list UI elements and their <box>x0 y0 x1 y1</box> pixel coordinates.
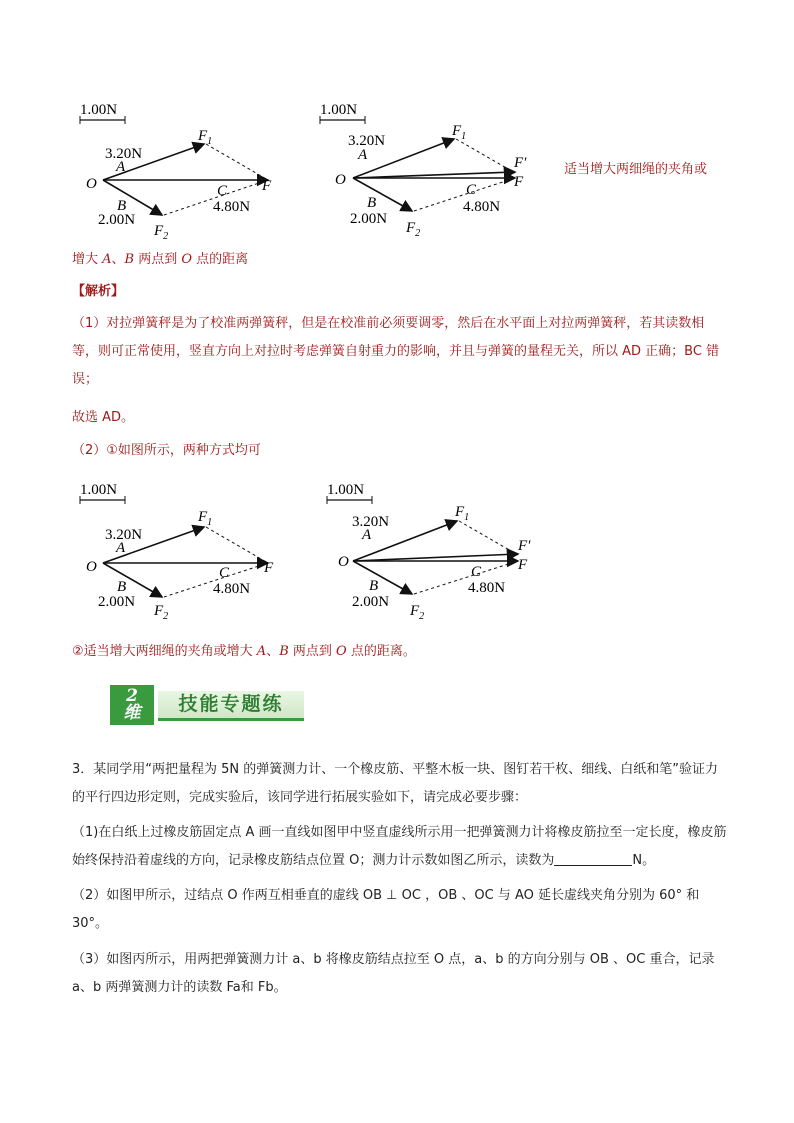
f2-vector <box>353 178 412 211</box>
label-o: O <box>86 176 97 192</box>
label-200: 2.00N <box>98 594 136 610</box>
label-f1: $F_1$ <box>452 123 467 142</box>
question-intro: 3．某同学用“两把量程为 5N 的弹簧测力计、一个橡皮筋、平整木板一块、图钉若干枚、细线、白纸和笔”验证力的平行四边形定则，完成实验后，该同学进行拓展实验如下，请完成必要步骤： <box>72 762 719 805</box>
analysis-paragraph-1: （1）对拉弹簧秤是为了校准两弹簧秤，但是在校准前必须要调零，然后在水平面上对拉两弹簧秤，若其读数相等，则可正常使用，竖直方向上对拉时考虑弹簧自射重力的影响，并且与弹簧的量程无关，所以 AD 正确；BC 错误； <box>72 316 720 387</box>
analysis-paragraph-3: （2）①如图所示，两种方式均可 <box>72 443 261 458</box>
answer-line: 增大 A、B 两点到 O 点的距离 <box>72 252 249 267</box>
label-f1: $F_1$ <box>455 504 470 523</box>
label-f1: $F_1$ <box>198 509 213 528</box>
label-b: B <box>369 578 379 594</box>
section-title: 技能专题练 <box>158 691 304 721</box>
label-f: F <box>262 178 272 194</box>
answer-side-text: 适当增大两细绳的夹角或 <box>564 162 708 177</box>
label-320: 3.20N <box>105 146 143 162</box>
f2-vector <box>353 561 412 594</box>
f-prime-vector <box>353 172 515 178</box>
label-f: F <box>514 174 524 190</box>
analysis-paragraph-4: ②适当增大两细绳的夹角或增大 A、B 两点到 O 点的距离。 <box>72 644 416 659</box>
label-480: 4.80N <box>463 199 501 215</box>
question-step-3: （3）如图丙所示，用两把弹簧测力计 a、b 将橡皮筋结点拉至 O 点，a、b 的方向分别与 OB 、OC 重合，记录 a、b 两弹簧测力计的读数 Fa和 Fb。 <box>72 952 715 995</box>
f-prime-vector <box>353 554 518 561</box>
scale-label: 1.00N <box>320 102 358 118</box>
label-c: C <box>217 183 228 199</box>
label-200: 2.00N <box>352 594 390 610</box>
f2-vector <box>103 563 162 597</box>
label-200: 2.00N <box>98 212 136 228</box>
dashed-f1-f <box>206 527 268 563</box>
label-a: A <box>358 147 368 163</box>
label-a: A <box>116 540 126 556</box>
label-f2: $F_2$ <box>154 603 169 622</box>
section-badge: 2 维 <box>110 685 154 725</box>
label-f1: $F_1$ <box>198 128 213 147</box>
force-diagram-4 <box>310 475 540 625</box>
label-480: 4.80N <box>213 199 251 215</box>
force-diagram-3 <box>70 475 290 625</box>
label-320: 3.20N <box>105 527 143 543</box>
analysis-header: 【解析】 <box>72 284 125 299</box>
dashed-f1-f <box>459 521 518 555</box>
analysis-paragraph-2: 故选 AD。 <box>72 410 135 425</box>
scale-label: 1.00N <box>80 102 118 118</box>
label-c: C <box>466 182 477 198</box>
label-320: 3.20N <box>348 133 386 149</box>
section-banner <box>110 683 306 729</box>
label-a: A <box>362 527 372 543</box>
label-f: F <box>518 557 528 573</box>
label-f2: $F_2$ <box>154 223 169 242</box>
label-f: F <box>264 560 274 576</box>
label-o: O <box>338 554 349 570</box>
label-b: B <box>117 198 127 214</box>
label-480: 4.80N <box>213 581 251 597</box>
label-o: O <box>86 559 97 575</box>
force-diagram-1 <box>70 95 290 245</box>
dashed-f1-f <box>456 139 515 173</box>
label-c: C <box>219 565 230 581</box>
label-a: A <box>116 159 126 175</box>
label-f2: $F_2$ <box>410 603 425 622</box>
question-step-2: （2）如图甲所示，过结点 O 作两互相垂直的虚线 OB ⊥ OC ，OB 、OC 与 AO 延长虚线夹角分别为 60° 和 30°。 <box>72 888 700 931</box>
label-b: B <box>367 195 377 211</box>
scale-label: 1.00N <box>327 482 365 498</box>
answer-blank[interactable] <box>554 851 632 866</box>
scale-label: 1.00N <box>80 482 118 498</box>
label-c: C <box>471 564 482 580</box>
f2-vector <box>103 180 162 215</box>
label-f2: $F_2$ <box>406 220 421 239</box>
label-480: 4.80N <box>468 580 506 596</box>
label-b: B <box>117 579 127 595</box>
dashed-f1-f <box>206 144 268 180</box>
label-320: 3.20N <box>352 514 390 530</box>
question-step-1: （1)在白纸上过橡皮筋固定点 A 画一直线如图甲中竖直虚线所示用一把弹簧测力计将橡皮筋拉至一定长度，橡皮筋始终保持沿着虚线的方向，记录橡皮筋结点位置 O；测力计示数如图乙所示，读数为 N。 <box>72 825 727 868</box>
label-200: 2.00N <box>350 211 388 227</box>
label-f-prime: F′ <box>514 155 527 171</box>
force-diagram-2 <box>310 95 540 245</box>
label-o: O <box>335 172 346 188</box>
label-f-prime: F′ <box>518 538 531 554</box>
